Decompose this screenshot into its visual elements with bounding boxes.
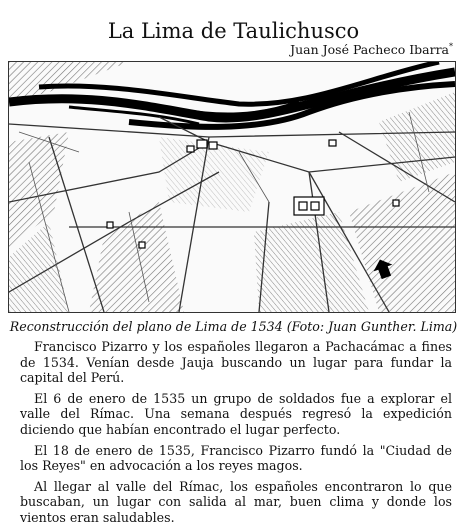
paragraph: Al llegar al valle del Rímac, los españoles encontraron lo que buscaban, un lugar con salida al mar, buen clima y donde los vientos eran saludables. [20,478,452,525]
author-footnote-mark: * [449,42,453,51]
field-west [9,132,69,247]
field-east [379,92,455,182]
author-byline [290,39,453,58]
article-body [20,339,452,531]
map-drawing [9,62,455,312]
paragraph: Francisco Pizarro y los españoles llegaron a Pachacámac a fines de 1534. Venían desde Jauja buscando un lugar para fundar la capital del Perú. [20,339,452,386]
page-title: La Lima de Taulichusco [107,19,360,44]
historic-map-image [8,61,456,313]
figure-caption: Reconstrucción del plano de Lima de 1534 (Foto: Juan Gunther. Lima) [9,319,458,334]
author-name: Juan José Pacheco Ibarra [290,42,449,58]
paragraph: El 6 de enero de 1535 un grupo de soldados fue a explorar el valle del Rímac. Una semana después regresó la expedición diciendo que habían encontrado el lugar perfecto. [20,390,452,437]
paragraph: El 18 de enero de 1535, Francisco Pizarro fundó la "Ciudad de los Reyes" en advocación a los reyes magos. [20,442,452,474]
